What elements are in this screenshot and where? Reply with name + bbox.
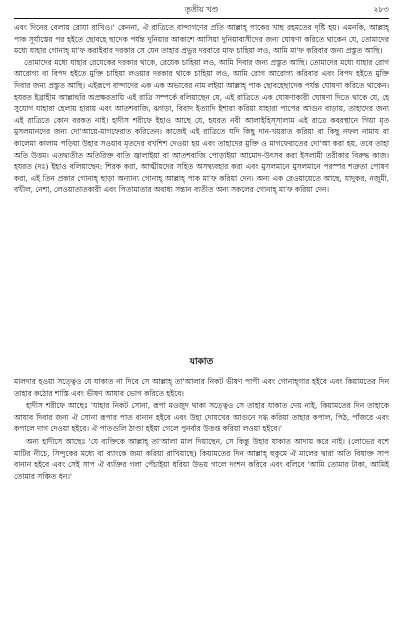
shab-e-barat-text: [14, 22, 389, 196]
volume-title: তৃতীয় খণ্ড: [184, 5, 219, 14]
running-header: [14, 4, 389, 18]
paragraph: অন্য হাদীসে আছেঃ 'যে ব্যক্তিকে আল্লাহ্ তা'আলা মাল দিয়াছেন, সে কিন্তু উহার যাকাত আদায় করে নাই। (লোভের বশে মাটির নীচে, সিন্দুকের মধ্যে বা ব্যাংকে জমা করিয়া রাখিয়াছে) কিয়ামতের দিন আল্লাহ্ হুকুমে ঐ মালের দ্বারা অতি বিষাক্ত সাপ বানান হইবে এবং সেই সাপ ঐ ব্যক্তির গলা পেঁচাইয়া ধরিয়া উভয় গালে দংশন করিবে এবং বলিবে 'আমি তোমার টাকা, আমিই তোমার সঞ্চিত ধন।': [14, 436, 389, 481]
paragraph: মালদার হওয়া সত্ত্বেও যে যাকাত না দিবে সে আল্লাহ্ তা'আলার নিকট ভীষণ পাপী এবং গোনাহ্গার হইবে এবং কিয়ামতের দিন তাহার কঠোর শাস্তি এবং ভীষণ আযাব ভোগ করিতে হইবে।: [14, 377, 389, 398]
page-number: ২৮৩: [373, 5, 389, 14]
section-heading: যাকাত: [189, 357, 214, 367]
zakat-text: [14, 376, 389, 483]
paragraph: এবং দিনের বেলায় রোযা রাখিও।' কেননা, ঐ রাত্রিতে বান্দাগণের প্রতি আল্লাহ্ পাকের খাছ রহমতের দৃষ্টি হয়। এমনকি, আল্লাহ্ পাক সূর্যাস্তের পর হইতে ছোবহে ছাদেক পর্যন্ত দুনিয়ার আকাশে আসিয়া দুনিয়াবাসীদের জন্য ঘোষণা করিতে থাকেন যে, তোমাদের মধ্যে যাহার গোনাহ্ মা'ফ করাইবার দরকার সে যেন তাহার প্রভুর দরবারে মাফ চাহিয়া লও, আমি মা'ফ করিবার জন্য প্রস্তুত আছি।: [14, 23, 389, 56]
paragraph: তোমাদের মধ্যে যাহার রেযেকের দরকার থাকে, রেযেক চাহিয়া লও, আমি দিবার জন্য প্রস্তুত আছি। তোমাদের মধ্যে যাহার রোগ আরোগ্য বা বিপদ হইতে মুক্তি চাহিয়া লওয়ার দরকার থাকে চাহিয়া লও, আমি রোগ আরোগ্য করিবার এবং বিপদ হইতে মুক্তি দিবার জন্য প্রস্তুত আছি। এইরূপে বান্দাদের এক এক অভাবের নাম লইয়া আল্লাহ্ পাক ছোবহেছাদেক পর্যন্ত ঘোষণা করিতে থাকেন। হযরত ইব্রাহীম আল্লাহুরি অপ্রক্ষরতায়ি এই রাত্রি সম্পর্কে বলিয়াছেন যে, এই রাত্রিতে এক ঘোষণাকারী ঘোষণা দিতে থাকে যে, হে সুযোগ যাহারা হেলায় হারায় এবং আতশবাজি, ঝগড়া, বিবাদ ইত্যাদি ইশারা করিয়া যাহারা পাপের আগুন বাড়ায়, তাহাদের জন্য এই রাত্রিতে কোন বরকত নাই। হাদীস শরীফে ইহাও আছে যে, হযরত নবী আলাইহিস্সালাম এই রাত্রে কবরস্থানে গিয়া মৃত মুসলমানদের জন্য দো'আয়ে-মাগফেরাত করিতেন। কাজেই এই রাত্রিতে যদি কিছু দান-খয়রাত করিয়া বা কিছু নফল নামায বা কালেমা কালাম পড়িয়া উহার সওয়াব মৃতদের বখশিশ দেওয়া হয় এবং তাহাদের মুক্তি ও মাগফেরাতের দো'আ করা হয়, তবে তাহা অতি উত্তম। এতদ্ব্যতীত অতিরিক্ত বাতি জ্বালাইয়া বা আতশবাজি পোড়াইয়া আমোদ-উৎসব করা ইসলামী তরীকার বিরুদ্ধ কাজ। হযরত (দঃ) ইহাও বলিয়াছেন: শিরক করা, আত্মীয়দের সহিত অসদ্ব্যবহার করা এবং মুসলমানে মুসলমানে পরস্পর শত্রুতা পোষণ করা, এই তিন প্রকার গোনাহ্ ছাড়া অন্যান্য গোনাহ্ আল্লাহ্ পাক মা'ফ করিয়া দেন। অন্য এক রেওয়ায়েতে আছে, যাদুকর, নজুমী, বখীল, নেশা, লেওয়াতাতকারী এবং পিতামাতার অবাধ্য সন্তান ব্যতীত অন্য সকলের গোনাহ্ মা'ফ করিয়া দেন।: [14, 57, 389, 195]
paragraph: হাদীস শরীফে আছেঃ 'যাহার নিকট সোনা, রূপা মওজুদ থাকা সত্ত্বেও সে তাহার যাকাত দেয় নাই, কিয়ামতের দিন তাহাকে আযাব দিবার জন্য ঐ সোনা রূপার পাত বানান হইবে এবং উহা দোযখের আগুনে দগ্ধ করিয়া তাহার কপাল, পিঠ, পাঁজরে এবং কপালে দাগ দেওয়া হইবে। ঐ পাতগুলি ঠাণ্ডা হইয়া গেলে পুনর্বার উত্তপ্ত করিয়া লওয়া হইবে।': [14, 401, 389, 434]
header-rule: [14, 18, 389, 19]
